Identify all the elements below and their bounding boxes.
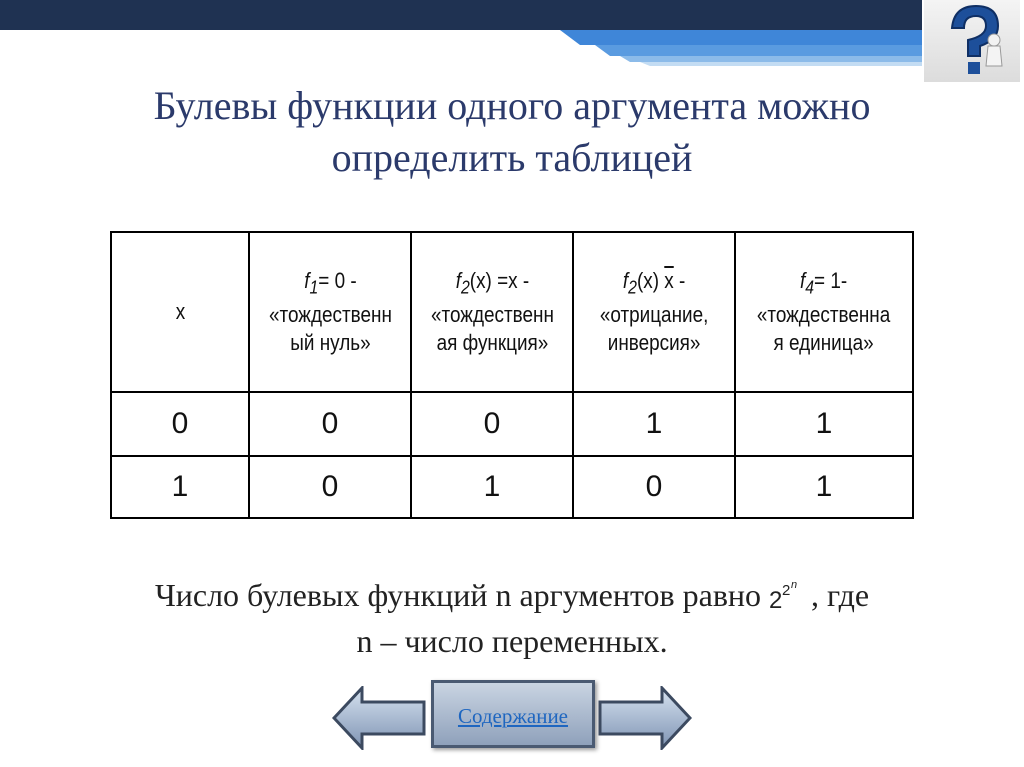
table-header-row — [111, 232, 913, 392]
function-count-note: Число булевых функций n аргументов равно 2 2 n , где n – число переменных. — [60, 572, 964, 664]
header-x: x — [111, 232, 249, 392]
table-cell: 1 — [573, 392, 735, 456]
table-cell: 1 — [111, 456, 249, 518]
header-f4: $f_4= 1-$ «тождественна я единица» — [735, 232, 913, 392]
power-formula: 2 2 n — [769, 579, 798, 614]
table-row — [111, 392, 913, 456]
question-mark-figure-icon — [924, 0, 1020, 82]
table-cell: 0 — [573, 456, 735, 518]
table-cell: 0 — [249, 456, 411, 518]
table-cell: 1 — [735, 392, 913, 456]
table-cell: 0 — [111, 392, 249, 456]
header-f1: $f_1= 0$ - «тождественн ый нуль» — [249, 232, 411, 392]
page-title: Булевы функции одного аргумента можно определить таблицей — [153, 83, 871, 180]
table-cell: 1 — [735, 456, 913, 518]
header-f3: $f_2(x)$ $\overline{x}$ - «отрицание, инверсия» — [573, 232, 735, 392]
top-decoration-bar — [0, 0, 1024, 70]
contents-button[interactable] — [431, 680, 595, 748]
table-cell: 1 — [411, 456, 573, 518]
header-f2: $f_2(x) =x$ - «тождественн ая функция» — [411, 232, 573, 392]
contents-link[interactable]: Содержание — [457, 704, 569, 728]
truth-table — [110, 231, 914, 519]
table-row — [111, 456, 913, 518]
table-cell: 0 — [411, 392, 573, 456]
arrow-left-icon[interactable] — [332, 686, 426, 750]
table-cell: 0 — [249, 392, 411, 456]
arrow-right-icon[interactable] — [598, 686, 692, 750]
